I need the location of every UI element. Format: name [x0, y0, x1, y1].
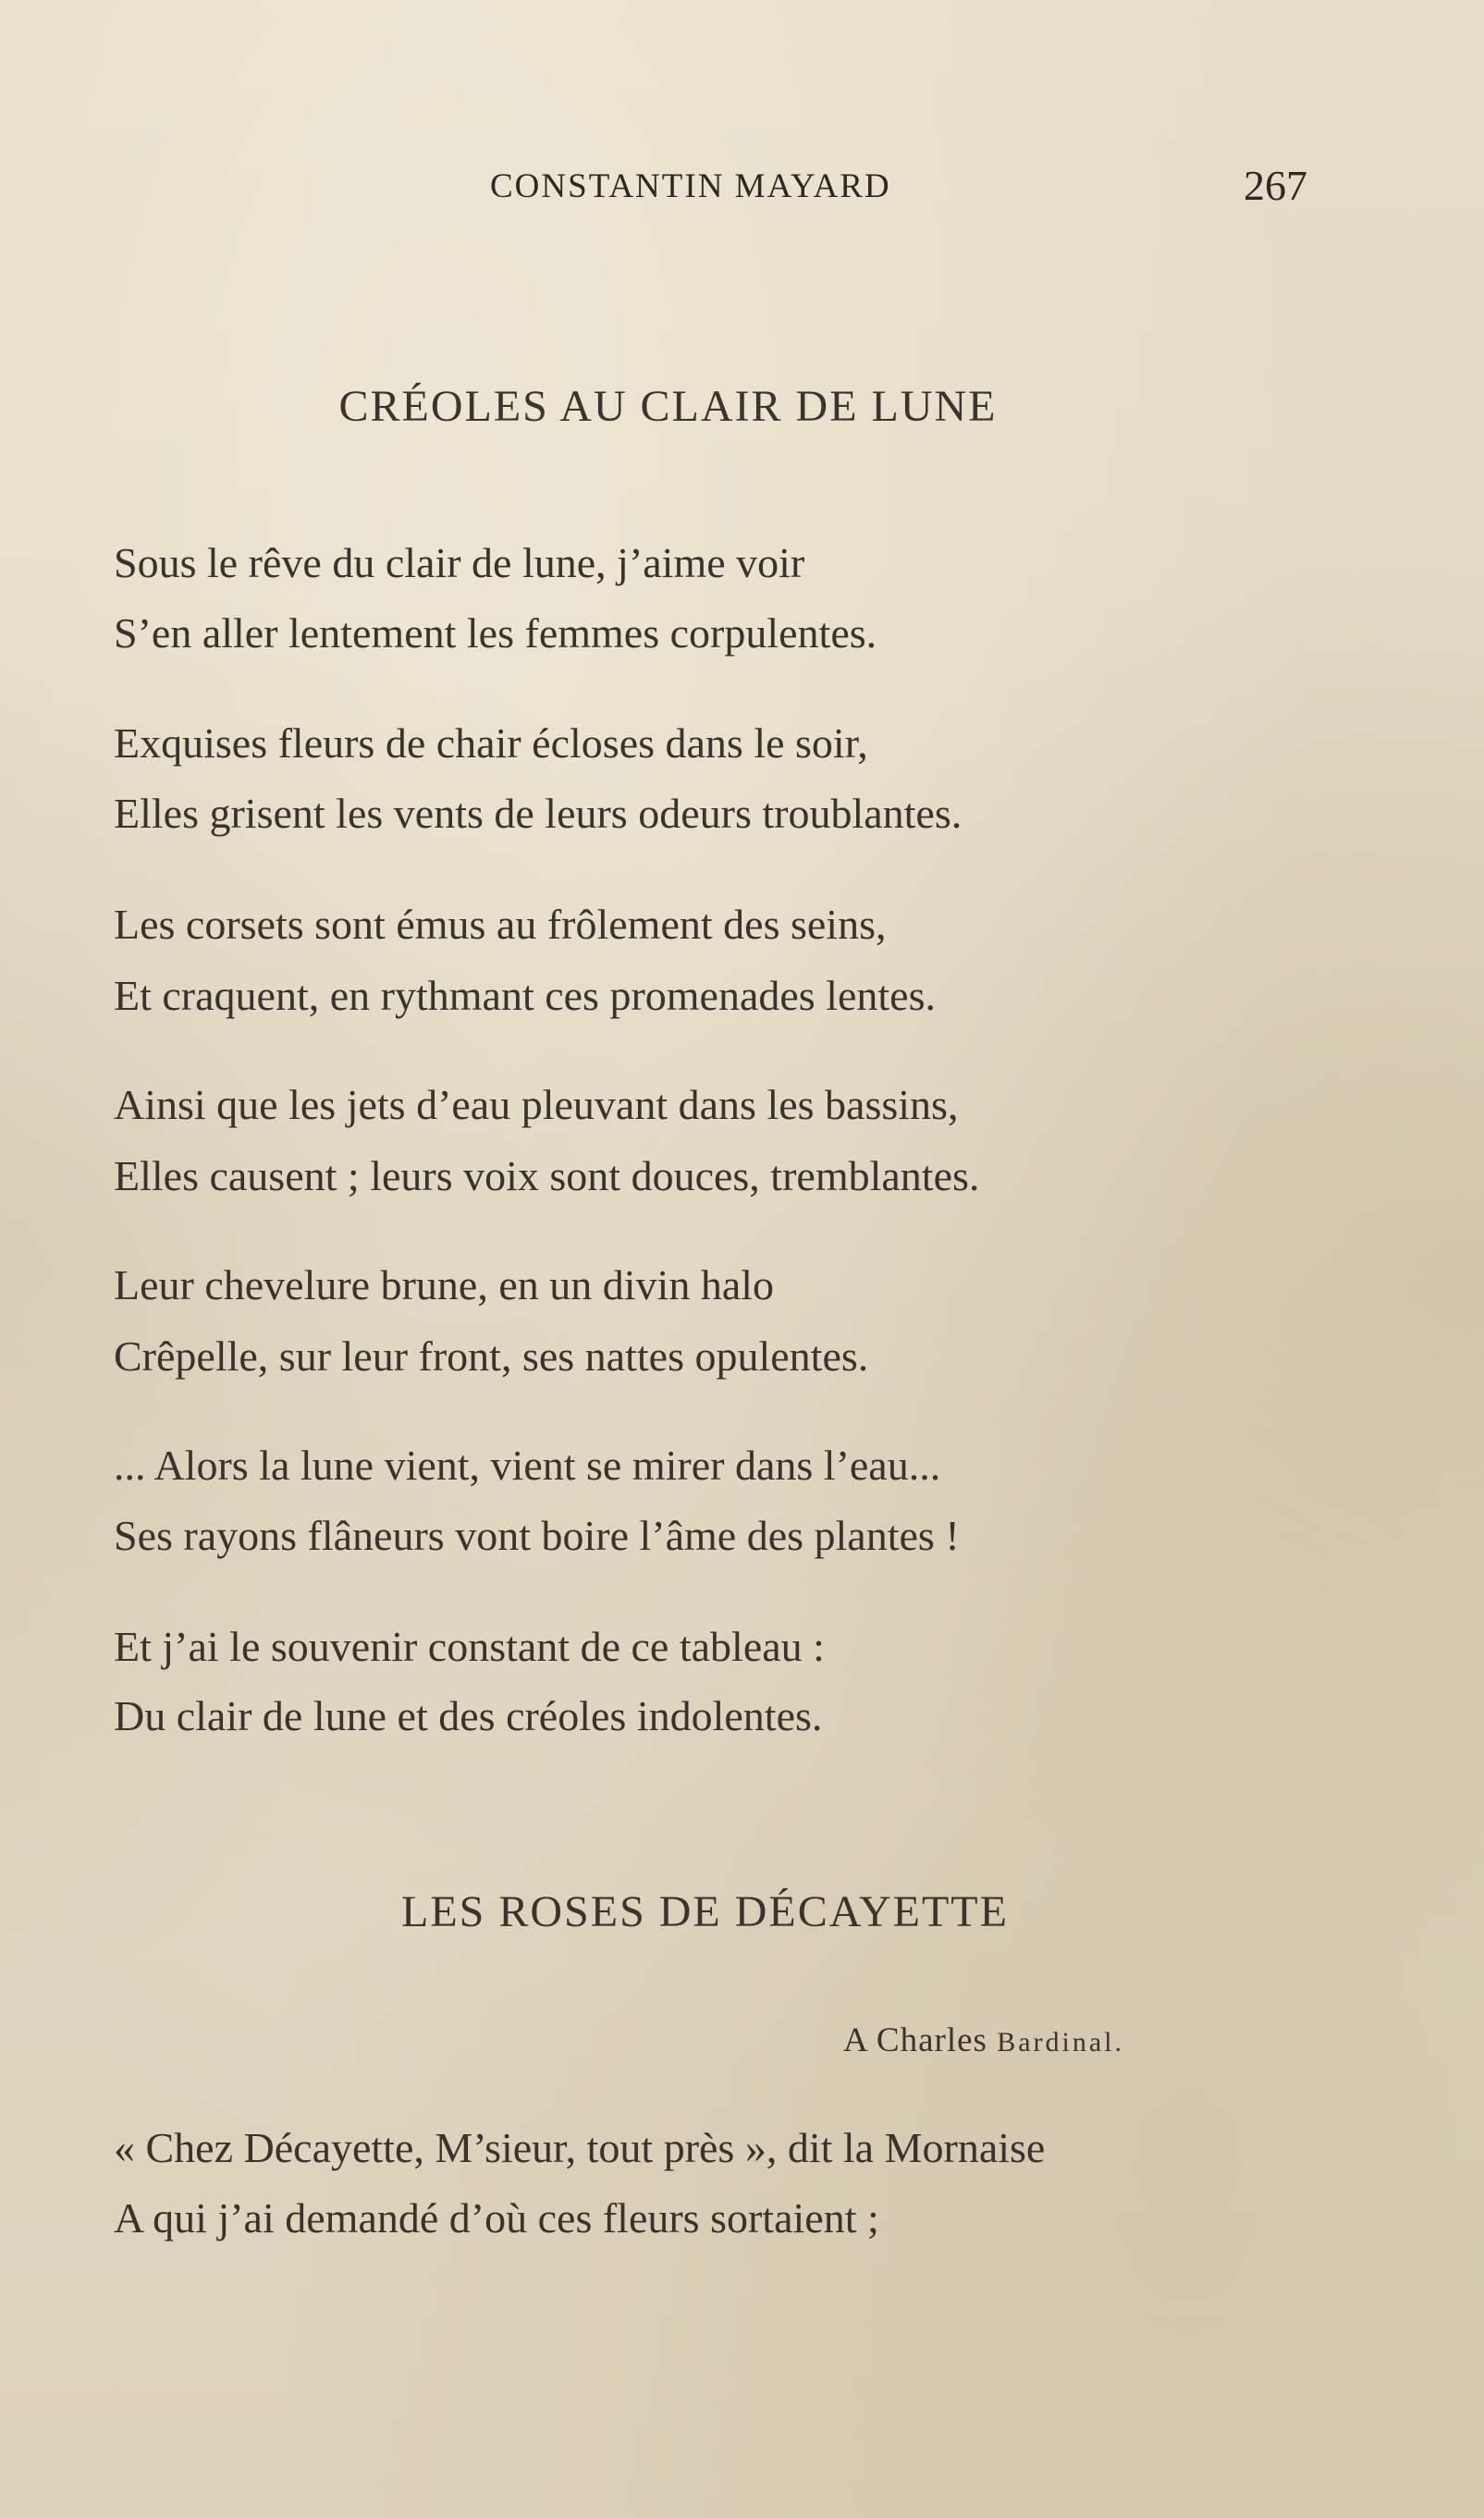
- poem-line: S’en aller lentement les femmes corpulentes.: [114, 609, 877, 657]
- poem-line: Et craquent, en rythmant ces promenades lentes.: [114, 972, 937, 1019]
- poem-line: Les corsets sont émus au frôlement des seins,: [114, 901, 887, 948]
- poem-line: Leur chevelure brune, en un divin halo: [114, 1261, 775, 1308]
- poem-line: Et j’ai le souvenir constant de ce tableau :: [114, 1623, 825, 1670]
- poem-title-roses: LES ROSES DE DÉCAYETTE: [401, 1887, 1009, 1936]
- poem-line: A qui j’ai demandé d’où ces fleurs sortaient ;: [114, 2194, 879, 2242]
- poem-line: Crêpelle, sur leur front, ses nattes opulentes.: [114, 1333, 869, 1380]
- poem-line: Elles causent ; leurs voix sont douces, tremblantes.: [114, 1152, 980, 1199]
- poem-line: « Chez Décayette, M’sieur, tout près », dit la Mornaise: [114, 2124, 1046, 2171]
- poem-line: Sous le rêve du clair de lune, j’aime voir: [114, 539, 805, 586]
- poem-title-creoles: CRÉOLES AU CLAIR DE LUNE: [338, 382, 998, 431]
- page-number: 267: [1244, 162, 1307, 209]
- poem-line: Ainsi que les jets d’eau pleuvant dans les bassins,: [114, 1081, 959, 1128]
- running-head: CONSTANTIN MAYARD: [490, 167, 891, 205]
- dedication-name: Bardinal.: [997, 2027, 1125, 2057]
- poem-line: Exquises fleurs de chair écloses dans le soir,: [114, 719, 868, 767]
- dedication-prefix: A Charles: [843, 2021, 998, 2059]
- poem-line: ... Alors la lune vient, vient se mirer dans l’eau...: [114, 1442, 941, 1489]
- dedication: [843, 2021, 1124, 2060]
- poem-line: Du clair de lune et des créoles indolentes.: [114, 1692, 823, 1739]
- poem-line: Ses rayons flâneurs vont boire l’âme des plantes !: [114, 1512, 960, 1559]
- poem-line: Elles grisent les vents de leurs odeurs troublantes.: [114, 790, 963, 837]
